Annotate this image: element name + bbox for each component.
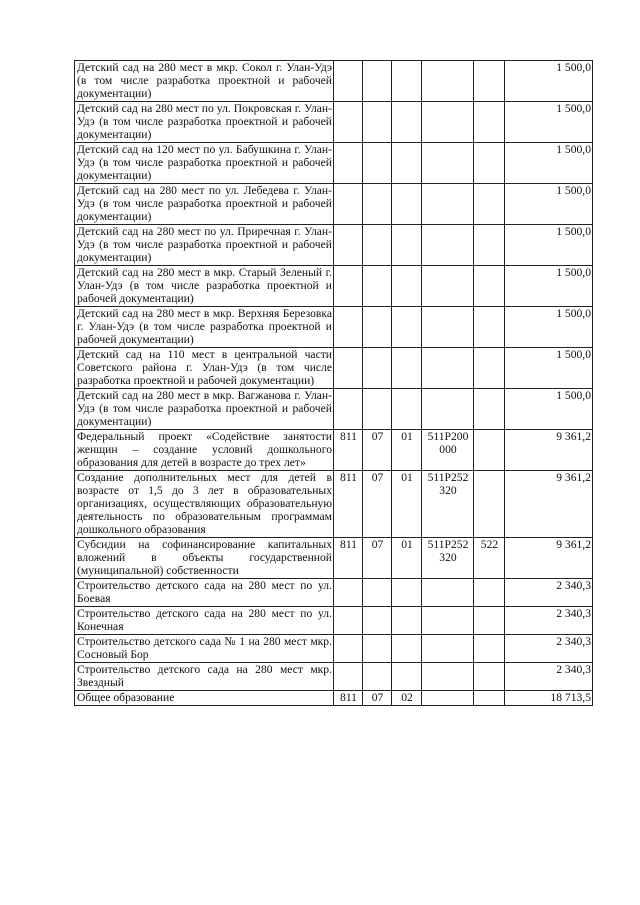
expense-type-cell — [474, 348, 505, 389]
subsection-code-cell — [392, 663, 422, 691]
section-code-cell: 07 — [363, 471, 392, 538]
table-row — [75, 266, 593, 307]
section-code-cell — [363, 635, 392, 663]
item-name-cell: Федеральный проект «Содействие занятости женщин – создание условий дошкольного образования для детей в возрасте до трех лет» — [75, 430, 334, 471]
grbs-code-cell — [334, 61, 363, 102]
grbs-code-cell — [334, 225, 363, 266]
table-row — [75, 225, 593, 266]
table-row — [75, 307, 593, 348]
amount-cell: 1 500,0 — [505, 225, 593, 266]
section-code-cell — [363, 184, 392, 225]
target-article-cell: 511P252 320 — [422, 471, 474, 538]
expense-type-cell — [474, 307, 505, 348]
table-row — [75, 538, 593, 579]
amount-cell: 18 713,5 — [505, 691, 593, 706]
table-row — [75, 430, 593, 471]
section-code-cell — [363, 579, 392, 607]
table-row — [75, 184, 593, 225]
subsection-code-cell — [392, 607, 422, 635]
amount-cell: 1 500,0 — [505, 102, 593, 143]
target-article-cell — [422, 143, 474, 184]
subsection-code-cell — [392, 307, 422, 348]
grbs-code-cell: 811 — [334, 471, 363, 538]
section-code-cell — [363, 663, 392, 691]
subsection-code-cell — [392, 579, 422, 607]
target-article-cell — [422, 348, 474, 389]
target-article-cell — [422, 691, 474, 706]
section-code-cell — [363, 61, 392, 102]
target-article-cell — [422, 61, 474, 102]
table-row — [75, 102, 593, 143]
target-article-cell — [422, 266, 474, 307]
subsection-code-cell — [392, 143, 422, 184]
target-article-cell — [422, 307, 474, 348]
grbs-code-cell: 811 — [334, 430, 363, 471]
section-code-cell — [363, 266, 392, 307]
expense-type-cell — [474, 691, 505, 706]
subsection-code-cell — [392, 61, 422, 102]
item-name-cell: Детский сад на 280 мест по ул. Лебедева г. Улан-Удэ (в том числе разработка проектной и рабочей документации) — [75, 184, 334, 225]
subsection-code-cell: 02 — [392, 691, 422, 706]
subsection-code-cell — [392, 102, 422, 143]
section-code-cell: 07 — [363, 691, 392, 706]
expense-type-cell — [474, 61, 505, 102]
item-name-cell: Общее образование — [75, 691, 334, 706]
item-name-cell: Строительство детского сада на 280 мест мкр. Звездный — [75, 663, 334, 691]
table-row — [75, 389, 593, 430]
item-name-cell: Строительство детского сада на 280 мест по ул. Конечная — [75, 607, 334, 635]
item-name-cell: Детский сад на 280 мест в мкр. Верхняя Березовка г. Улан-Удэ (в том числе разработка проектной и рабочей документации) — [75, 307, 334, 348]
expense-type-cell — [474, 266, 505, 307]
grbs-code-cell: 811 — [334, 691, 363, 706]
table-row — [75, 471, 593, 538]
grbs-code-cell — [334, 348, 363, 389]
expense-type-cell — [474, 143, 505, 184]
amount-cell: 2 340,3 — [505, 663, 593, 691]
amount-cell: 1 500,0 — [505, 184, 593, 225]
target-article-cell: 511P252 320 — [422, 538, 474, 579]
table-row — [75, 635, 593, 663]
amount-cell: 2 340,3 — [505, 635, 593, 663]
item-name-cell: Детский сад на 120 мест по ул. Бабушкина г. Улан-Удэ (в том числе разработка проектной и рабочей документации) — [75, 143, 334, 184]
item-name-cell: Детский сад на 280 мест в мкр. Вагжанова г. Улан-Удэ (в том числе разработка проектной и рабочей документации) — [75, 389, 334, 430]
budget-table — [74, 60, 593, 706]
grbs-code-cell — [334, 607, 363, 635]
table-row — [75, 663, 593, 691]
target-article-cell — [422, 607, 474, 635]
item-name-cell: Детский сад на 110 мест в центральной части Советского района г. Улан-Удэ (в том числе разработка проектной и рабочей документации) — [75, 348, 334, 389]
subsection-code-cell: 01 — [392, 538, 422, 579]
item-name-cell: Детский сад на 280 мест в мкр. Старый Зеленый г. Улан-Удэ (в том числе разработка проектной и рабочей документации) — [75, 266, 334, 307]
amount-cell: 2 340,3 — [505, 607, 593, 635]
grbs-code-cell — [334, 579, 363, 607]
amount-cell: 1 500,0 — [505, 61, 593, 102]
amount-cell: 2 340,3 — [505, 579, 593, 607]
amount-cell: 9 361,2 — [505, 430, 593, 471]
subsection-code-cell — [392, 635, 422, 663]
section-code-cell — [363, 348, 392, 389]
table-body — [75, 61, 593, 706]
grbs-code-cell — [334, 266, 363, 307]
target-article-cell — [422, 389, 474, 430]
section-code-cell: 07 — [363, 430, 392, 471]
expense-type-cell — [474, 184, 505, 225]
amount-cell: 1 500,0 — [505, 266, 593, 307]
expense-type-cell — [474, 430, 505, 471]
table-row — [75, 691, 593, 706]
subsection-code-cell — [392, 225, 422, 266]
grbs-code-cell — [334, 184, 363, 225]
section-code-cell — [363, 225, 392, 266]
table-row — [75, 143, 593, 184]
grbs-code-cell — [334, 635, 363, 663]
amount-cell: 1 500,0 — [505, 307, 593, 348]
subsection-code-cell — [392, 389, 422, 430]
grbs-code-cell — [334, 307, 363, 348]
section-code-cell — [363, 143, 392, 184]
item-name-cell: Детский сад на 280 мест по ул. Приречная г. Улан-Удэ (в том числе разработка проектной и рабочей документации) — [75, 225, 334, 266]
expense-type-cell — [474, 663, 505, 691]
item-name-cell: Создание дополнительных мест для детей в возрасте от 1,5 до 3 лет в образовательных организациях, осуществляющих образовательную деятельность по образовательным программам дошкольного образования — [75, 471, 334, 538]
amount-cell: 1 500,0 — [505, 143, 593, 184]
section-code-cell — [363, 102, 392, 143]
amount-cell: 1 500,0 — [505, 389, 593, 430]
grbs-code-cell — [334, 102, 363, 143]
amount-cell: 9 361,2 — [505, 538, 593, 579]
subsection-code-cell — [392, 348, 422, 389]
table-row — [75, 348, 593, 389]
grbs-code-cell: 811 — [334, 538, 363, 579]
expense-type-cell — [474, 225, 505, 266]
target-article-cell: 511P200 000 — [422, 430, 474, 471]
expense-type-cell — [474, 471, 505, 538]
item-name-cell: Детский сад на 280 мест в мкр. Сокол г. Улан-Удэ (в том числе разработка проектной и рабочей документации) — [75, 61, 334, 102]
expense-type-cell: 522 — [474, 538, 505, 579]
grbs-code-cell — [334, 389, 363, 430]
table-row — [75, 579, 593, 607]
amount-cell: 1 500,0 — [505, 348, 593, 389]
section-code-cell — [363, 607, 392, 635]
expense-type-cell — [474, 389, 505, 430]
target-article-cell — [422, 225, 474, 266]
table-row — [75, 607, 593, 635]
expense-type-cell — [474, 579, 505, 607]
subsection-code-cell: 01 — [392, 471, 422, 538]
item-name-cell: Детский сад на 280 мест по ул. Покровская г. Улан-Удэ (в том числе разработка проектной и рабочей документации) — [75, 102, 334, 143]
section-code-cell — [363, 389, 392, 430]
subsection-code-cell: 01 — [392, 430, 422, 471]
subsection-code-cell — [392, 266, 422, 307]
target-article-cell — [422, 635, 474, 663]
section-code-cell — [363, 307, 392, 348]
grbs-code-cell — [334, 663, 363, 691]
target-article-cell — [422, 663, 474, 691]
table-row — [75, 61, 593, 102]
target-article-cell — [422, 579, 474, 607]
target-article-cell — [422, 184, 474, 225]
expense-type-cell — [474, 607, 505, 635]
grbs-code-cell — [334, 143, 363, 184]
section-code-cell: 07 — [363, 538, 392, 579]
expense-type-cell — [474, 102, 505, 143]
amount-cell: 9 361,2 — [505, 471, 593, 538]
item-name-cell: Строительство детского сада на 280 мест по ул. Боевая — [75, 579, 334, 607]
expense-type-cell — [474, 635, 505, 663]
item-name-cell: Строительство детского сада № 1 на 280 мест мкр. Сосновый Бор — [75, 635, 334, 663]
subsection-code-cell — [392, 184, 422, 225]
item-name-cell: Субсидии на софинансирование капитальных вложений в объекты государственной (муниципальной) собственности — [75, 538, 334, 579]
target-article-cell — [422, 102, 474, 143]
